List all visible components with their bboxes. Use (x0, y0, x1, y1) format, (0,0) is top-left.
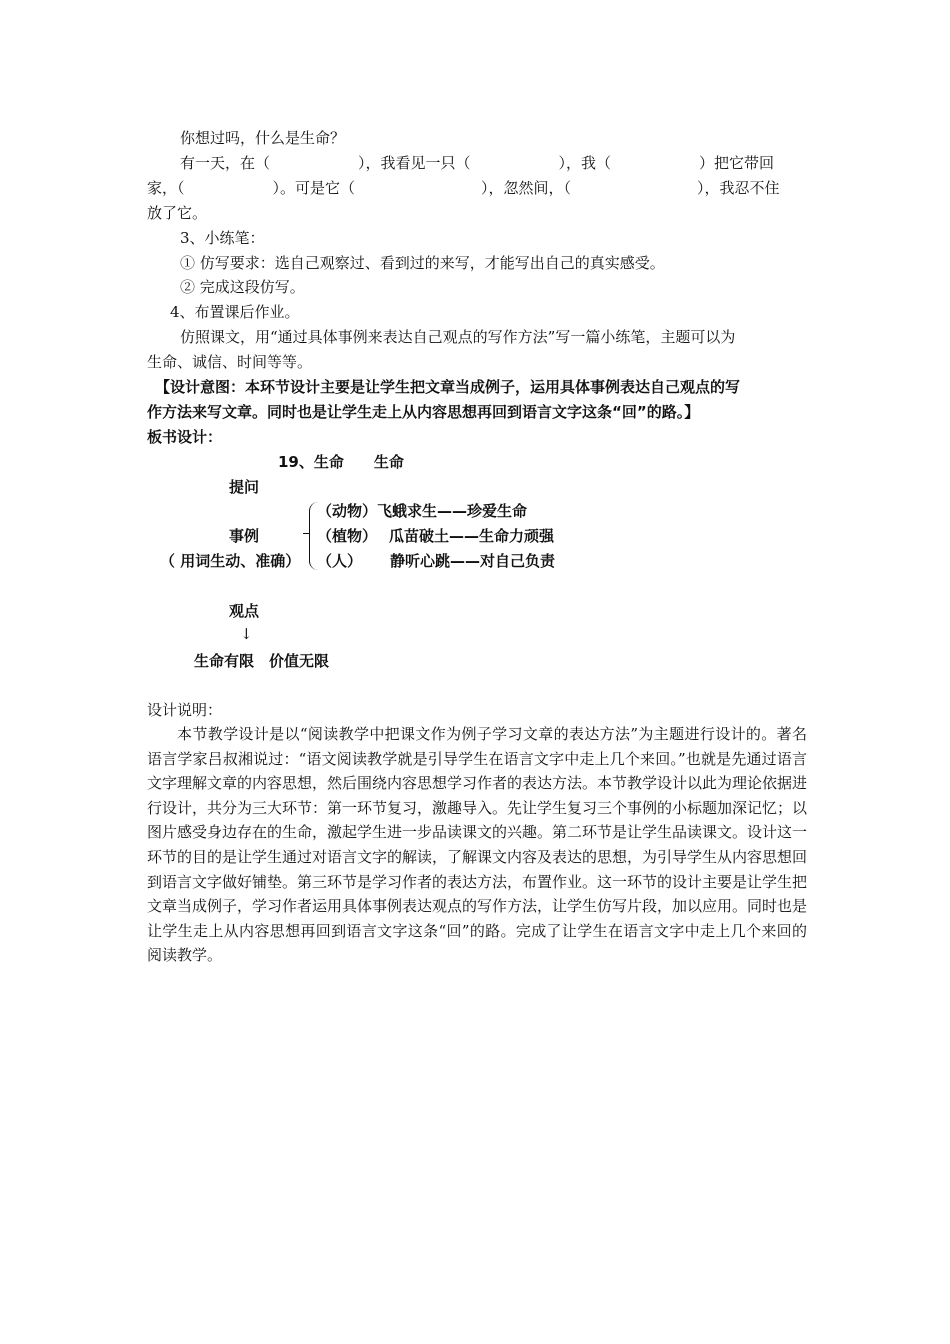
explanation-body: 本节教学设计是以“阅读教学中把课文作为例子学习文章的表达方法”为主题进行设计的。著名语言学家吕叔湘说过：“语文阅读教学就是引导学生在语言文字中走上几个来回。”也就是先通过语言文字理解文章的内容思想，然后围绕内容思想学习作者的表达方法。本节教学设计以此为理论依据进行设计，共分为三大环节：第一环节复习，激趣导入。先让学生复习三个事例的小标题加深记忆；以图片感受身边存在的生命，激起学生进一步品读课文的兴趣。第二环节是让学生品读课文。设计这一环节的目的是让学生通过对语言文字的解读，了解课文内容及表达的思想，为引导学生从内容思想回到语言文字做好铺垫。第三环节是学习作者的表达方法，布置作业。这一环节的设计主要是让学生把文章当成例子，学习作者运用具体事例表达观点的写作方法，让学生仿写片段，加以应用。同时也是让学生走上从内容思想再回到语言文字这条“回”的路。完成了让学生在语言文字中走上几个来回的阅读教学。 (147, 725, 808, 965)
board-row-text: 静听心跳——对自己负责 (390, 552, 556, 570)
down-arrow-icon: ↓ (240, 625, 253, 643)
fill-blank-line-1 (180, 153, 774, 173)
question-line: 你想过吗，什么是生命？ (180, 129, 346, 147)
board-row-text: 瓜苗破土——生命力顽强 (389, 527, 555, 545)
board-row-plant (317, 526, 554, 546)
board-note: （ 用词生动、准确） (160, 552, 301, 570)
brace-shape (309, 502, 318, 570)
board-conclusion: 生命有限 价值无限 (194, 652, 330, 670)
design-intent-line-1: 【设计意图：本环节设计主要是让学生把文章当成例子，运用具体事例表达自己观点的写 (155, 378, 741, 396)
board-heading: 板书设计： (147, 428, 223, 446)
homework-heading: 4、布置课后作业。 (170, 303, 300, 321)
brace-point (303, 533, 310, 534)
practice-heading: 3、小练笔： (180, 229, 265, 247)
board-title: 19、生命 生命 (278, 453, 404, 471)
board-viewpoint: 观点 (229, 602, 260, 620)
board-row-type: （动物） (317, 502, 378, 520)
fill-text: ），我（ (558, 154, 612, 172)
fill-text: ），我看见一只（ (358, 154, 471, 172)
board-row-type: （人） (317, 552, 363, 570)
fill-text: ），我忍不住 (697, 179, 780, 197)
practice-item-1: ① 仿写要求：选自己观察过、看到过的来写，才能写出自己的真实感受。 (180, 254, 665, 272)
board-examples: 事例 (229, 527, 260, 545)
fill-text: ）把它带回 (699, 154, 775, 172)
board-row-type: （植物） (317, 527, 378, 545)
board-row-animal (317, 501, 527, 521)
homework-line-1: 仿照课文，用“通过具体事例来表达自己观点的写作方法”写一篇小练笔，主题可以为 (180, 328, 736, 346)
fill-text: 家，（ (147, 179, 185, 197)
design-intent-line-2: 作方法来写文章。同时也是让学生走上从内容思想再回到语言文字这条“回”的路。】 (147, 403, 700, 421)
board-row-text: 飞蛾求生——珍爱生命 (377, 502, 528, 520)
fill-blank-line-2 (147, 178, 780, 198)
homework-line-2: 生命、诚信、时间等等。 (147, 353, 313, 371)
fill-text: ）。可是它（ (272, 179, 356, 197)
fill-blank-line-3: 放了它。 (147, 204, 208, 222)
fill-text: ），忽然间，（ (481, 179, 572, 197)
explanation-heading: 设计说明： (147, 701, 223, 719)
fill-text: 有一天，在（ (180, 154, 271, 172)
board-ask: 提问 (229, 478, 260, 496)
practice-item-2: ② 完成这段仿写。 (180, 278, 305, 296)
board-row-person (317, 551, 555, 571)
